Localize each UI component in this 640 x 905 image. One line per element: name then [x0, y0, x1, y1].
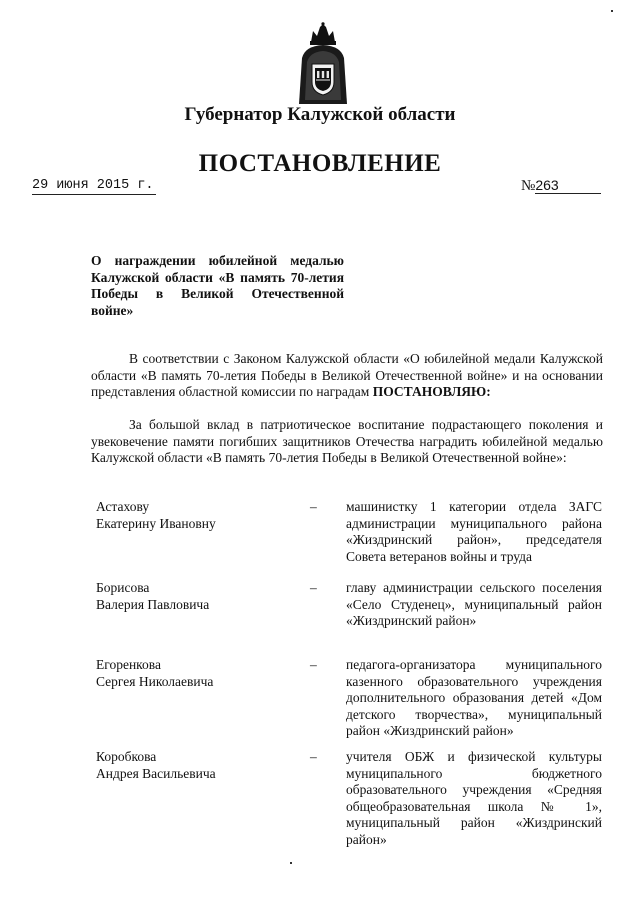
awardee-name — [96, 657, 296, 690]
document-number — [521, 177, 601, 195]
awardee-given-names: Валерия Павловича — [96, 596, 210, 612]
awardee-dash: – — [310, 749, 317, 764]
document-type-title: ПОСТАНОВЛЕНИЕ — [198, 150, 442, 177]
awardee-surname: Егоренкова — [96, 657, 161, 672]
awardee-surname: Борисова — [96, 580, 150, 595]
scan-speck — [290, 862, 292, 864]
awardee-given-names: Андрея Васильевича — [96, 765, 216, 781]
coat-of-arms-emblem — [296, 22, 350, 106]
awardee-position: учителя ОБЖ и физической культуры муниципального бюджетного образовательного учреждения «Средняя общеобразовательная школа № 1», муниципальный район «Жиздринский район» — [346, 749, 602, 847]
awardee-dash: – — [310, 657, 317, 672]
number-value: 263 — [535, 177, 601, 194]
preamble-text: В соответствии с Законом Калужской области «О юбилейной медали Калужской области «В память 70-летия Победы в Великой Отечественной войне» и на основании представления областной комиссии по наградам — [91, 351, 603, 399]
issuing-authority: Губернатор Калужской области — [184, 104, 456, 125]
document-date: 29 июня 2015 г. — [32, 178, 154, 193]
awardee-position: педагога-организатора муниципального казенного образовательного учреждения дополнительного образования детей «Дом детского творчества», муниципальный район «Жиздринский район» — [346, 657, 602, 738]
document-subject: О награждении юбилейной медалью Калужской области «В память 70-летия Победы в Великой Отечественной войне» — [91, 253, 344, 318]
awardee-dash: – — [310, 580, 317, 595]
awardee-name — [96, 580, 296, 613]
awardee-given-names: Екатерину Ивановну — [96, 515, 216, 531]
number-sign: № — [521, 178, 536, 194]
awardee-surname: Астахову — [96, 499, 150, 514]
scan-speck — [611, 10, 613, 12]
awardee-surname: Коробкова — [96, 749, 157, 764]
preamble-paragraph — [91, 351, 603, 401]
awardee-name — [96, 749, 296, 782]
awardee-given-names: Сергея Николаевича — [96, 673, 214, 689]
decree-word: ПОСТАНОВЛЯЮ: — [372, 384, 491, 399]
award-intro-paragraph: За большой вклад в патриотическое воспитание подрастающего поколения и увековечение памяти погибших защитников Отечества наградить юбилейной медалью Калужской области «В память 70-летия Победы в Великой Отечественной войне»: — [91, 417, 603, 465]
awardee-name — [96, 499, 296, 532]
awardee-position: главу администрации сельского поселения «Село Студенец», муниципальный район «Жиздринский район» — [346, 580, 602, 628]
awardee-dash: – — [310, 499, 317, 514]
awardee-position: машинистку 1 категории отдела ЗАГС администрации муниципального района «Жиздринский район», председателя Совета ветеранов войны и труда — [346, 499, 602, 564]
